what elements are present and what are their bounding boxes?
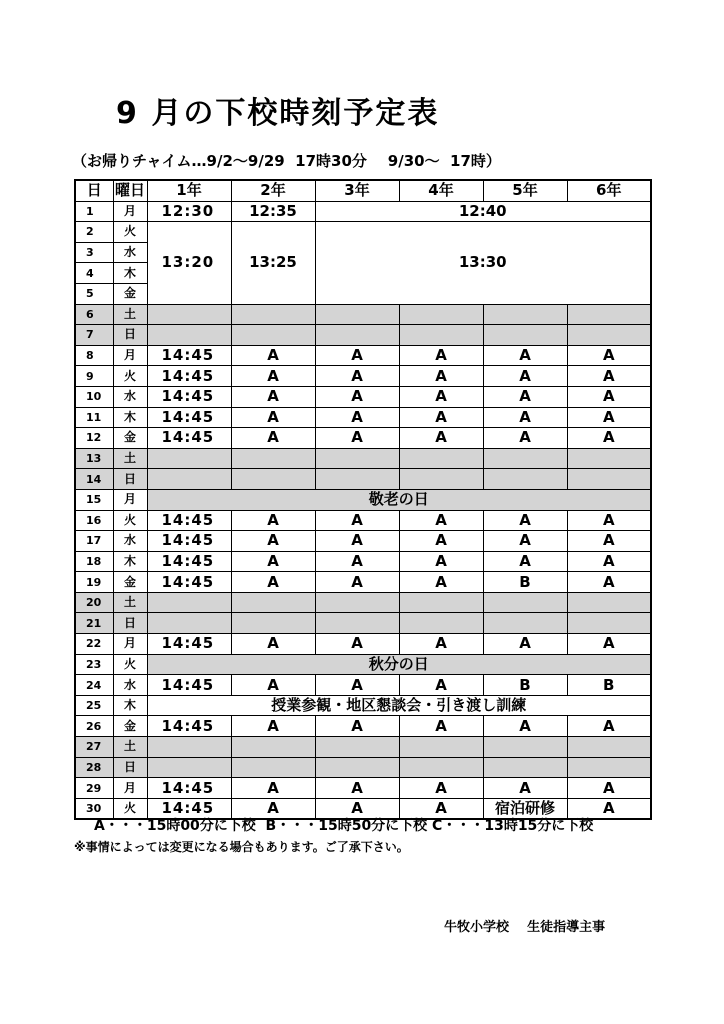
weekday-cell: 金 [113, 283, 147, 304]
date-cell: 17 [75, 531, 113, 552]
empty-cell [231, 325, 315, 346]
weekday-cell: 火 [113, 510, 147, 531]
empty-cell [315, 325, 399, 346]
empty-cell [147, 448, 231, 469]
empty-cell [567, 757, 651, 778]
date-cell: 25 [75, 695, 113, 716]
schedule-row [75, 345, 651, 366]
empty-cell [147, 757, 231, 778]
schedule-row [75, 757, 651, 778]
code-cell: A [567, 366, 651, 387]
schedule-row [75, 469, 651, 490]
empty-cell [399, 613, 483, 634]
code-cell: A [231, 778, 315, 799]
date-cell: 18 [75, 551, 113, 572]
date-cell: 15 [75, 489, 113, 510]
empty-cell [483, 304, 567, 325]
header-grade4: 4年 [399, 180, 483, 201]
weekday-cell: 土 [113, 737, 147, 758]
empty-cell [231, 737, 315, 758]
schedule-row [75, 737, 651, 758]
date-cell: 3 [75, 242, 113, 263]
schedule-row [75, 592, 651, 613]
schedule-row [75, 634, 651, 655]
time-cell: 14:45 [147, 366, 231, 387]
code-cell: A [399, 716, 483, 737]
time-cell: 12:35 [231, 201, 315, 222]
date-cell: 12 [75, 428, 113, 449]
time-cell: 14:45 [147, 407, 231, 428]
code-cell: A [315, 551, 399, 572]
code-cell: A [231, 634, 315, 655]
schedule-row [75, 675, 651, 696]
code-cell: A [231, 386, 315, 407]
code-cell: A [315, 428, 399, 449]
date-cell: 10 [75, 386, 113, 407]
date-cell: 1 [75, 201, 113, 222]
schedule-row [75, 510, 651, 531]
code-cell: A [483, 778, 567, 799]
empty-cell [315, 592, 399, 613]
time-cell: 14:45 [147, 675, 231, 696]
schedule-row [75, 531, 651, 552]
header-grade6: 6年 [567, 180, 651, 201]
empty-cell [483, 469, 567, 490]
code-cell: A [315, 778, 399, 799]
date-cell: 26 [75, 716, 113, 737]
time-legend: A・・・15時00分に下校 B・・・15時50分に下校 C・・・13時15分に下校 [94, 818, 594, 834]
empty-cell [567, 592, 651, 613]
code-cell: A [315, 510, 399, 531]
empty-cell [231, 304, 315, 325]
date-cell: 16 [75, 510, 113, 531]
date-cell: 22 [75, 634, 113, 655]
empty-cell [315, 737, 399, 758]
empty-cell [483, 757, 567, 778]
empty-cell [567, 469, 651, 490]
date-cell: 6 [75, 304, 113, 325]
schedule-row [75, 201, 651, 222]
empty-cell [147, 613, 231, 634]
code-cell: A [231, 531, 315, 552]
header-row [75, 180, 651, 201]
code-cell: A [399, 572, 483, 593]
code-cell: B [483, 675, 567, 696]
weekday-cell: 日 [113, 757, 147, 778]
time-cell: 14:45 [147, 778, 231, 799]
code-cell: A [231, 551, 315, 572]
schedule-row [75, 489, 651, 510]
schedule-row [75, 407, 651, 428]
code-cell: A [483, 531, 567, 552]
date-cell: 20 [75, 592, 113, 613]
date-cell: 9 [75, 366, 113, 387]
code-cell: A [231, 675, 315, 696]
date-cell: 4 [75, 263, 113, 284]
empty-cell [231, 448, 315, 469]
empty-cell [231, 592, 315, 613]
date-cell: 13 [75, 448, 113, 469]
code-cell: A [315, 531, 399, 552]
empty-cell [567, 325, 651, 346]
time-cell: 14:45 [147, 345, 231, 366]
schedule-row [75, 428, 651, 449]
empty-cell [231, 757, 315, 778]
empty-cell [399, 737, 483, 758]
code-cell: A [483, 634, 567, 655]
time-cell: 14:45 [147, 428, 231, 449]
date-cell: 23 [75, 654, 113, 675]
empty-cell [315, 304, 399, 325]
weekday-cell: 水 [113, 531, 147, 552]
schedule-row [75, 386, 651, 407]
code-cell: A [231, 716, 315, 737]
empty-cell [399, 304, 483, 325]
weekday-cell: 日 [113, 613, 147, 634]
code-cell: A [567, 572, 651, 593]
schedule-row [75, 778, 651, 799]
holiday-cell: 敬老の日 [147, 489, 651, 510]
time-cell: 14:45 [147, 798, 231, 819]
empty-cell [399, 469, 483, 490]
time-cell: 14:45 [147, 531, 231, 552]
weekday-cell: 月 [113, 489, 147, 510]
header-weekday: 曜日 [114, 181, 145, 200]
schedule-row [75, 572, 651, 593]
code-cell: A [399, 345, 483, 366]
time-cell: 12:40 [315, 201, 651, 222]
code-cell: A [567, 634, 651, 655]
weekday-cell: 水 [113, 242, 147, 263]
weekday-cell: 月 [113, 634, 147, 655]
code-cell: A [399, 428, 483, 449]
code-cell: A [567, 531, 651, 552]
disclaimer-note: ※事情によっては変更になる場合もあります。ご了承下さい。 [74, 840, 409, 854]
header-day: 日 [75, 180, 113, 201]
code-cell: A [567, 778, 651, 799]
schedule-row [75, 613, 651, 634]
empty-cell [399, 592, 483, 613]
code-cell: B [567, 675, 651, 696]
weekday-cell: 月 [113, 201, 147, 222]
code-cell: A [315, 386, 399, 407]
empty-cell [567, 737, 651, 758]
code-cell: A [315, 798, 399, 819]
code-cell: A [483, 510, 567, 531]
date-cell: 7 [75, 325, 113, 346]
empty-cell [315, 613, 399, 634]
date-cell: 24 [75, 675, 113, 696]
empty-cell [483, 613, 567, 634]
code-cell: A [483, 551, 567, 572]
weekday-cell: 金 [113, 428, 147, 449]
code-cell: A [567, 386, 651, 407]
code-cell: A [399, 634, 483, 655]
empty-cell [315, 757, 399, 778]
code-cell: A [483, 428, 567, 449]
empty-cell [483, 737, 567, 758]
code-cell: A [483, 716, 567, 737]
time-cell: 14:45 [147, 386, 231, 407]
weekday-cell: 木 [113, 263, 147, 284]
code-cell: A [567, 345, 651, 366]
empty-cell [483, 325, 567, 346]
date-cell: 11 [75, 407, 113, 428]
schedule-row [75, 654, 651, 675]
header-grade1: 1年 [147, 180, 231, 201]
empty-cell [567, 448, 651, 469]
code-cell: A [399, 531, 483, 552]
date-cell: 27 [75, 737, 113, 758]
schedule-row [75, 325, 651, 346]
code-cell: A [231, 572, 315, 593]
time-cell: 12:30 [147, 201, 231, 222]
empty-cell [147, 325, 231, 346]
empty-cell [231, 613, 315, 634]
empty-cell [147, 592, 231, 613]
code-cell: A [315, 716, 399, 737]
empty-cell [147, 469, 231, 490]
holiday-cell: 秋分の日 [147, 654, 651, 675]
time-cell: 13:20 [147, 222, 231, 304]
empty-cell [315, 469, 399, 490]
time-cell: 14:45 [147, 716, 231, 737]
code-cell: A [315, 572, 399, 593]
code-cell: A [399, 366, 483, 387]
time-cell: 14:45 [147, 634, 231, 655]
chime-info: （お帰りチャイム…9/2～9/29 17時30分 9/30～ 17時） [72, 152, 501, 170]
code-cell: A [483, 386, 567, 407]
empty-cell [399, 325, 483, 346]
header-grade3: 3年 [315, 180, 399, 201]
header-grade5: 5年 [483, 180, 567, 201]
weekday-cell: 月 [113, 778, 147, 799]
code-cell: A [231, 345, 315, 366]
weekday-cell: 日 [113, 325, 147, 346]
weekday-cell: 月 [113, 345, 147, 366]
code-cell: A [399, 551, 483, 572]
empty-cell [483, 448, 567, 469]
weekday-cell: 金 [113, 572, 147, 593]
empty-cell [147, 737, 231, 758]
code-cell: A [567, 551, 651, 572]
date-cell: 8 [75, 345, 113, 366]
weekday-cell: 土 [113, 448, 147, 469]
code-cell: 宿泊研修 [483, 798, 567, 819]
date-cell: 30 [75, 798, 113, 819]
code-cell: A [231, 798, 315, 819]
code-cell: A [315, 634, 399, 655]
time-cell: 14:45 [147, 551, 231, 572]
code-cell: A [231, 510, 315, 531]
header-grade2: 2年 [231, 180, 315, 201]
page-title: 9 月の下校時刻予定表 [116, 96, 440, 131]
code-cell: B [483, 572, 567, 593]
code-cell: A [399, 510, 483, 531]
date-cell: 14 [75, 469, 113, 490]
code-cell: A [567, 716, 651, 737]
code-cell: A [231, 407, 315, 428]
date-cell: 21 [75, 613, 113, 634]
schedule-row [75, 448, 651, 469]
weekday-cell: 木 [113, 695, 147, 716]
code-cell: A [315, 407, 399, 428]
time-cell: 14:45 [147, 510, 231, 531]
empty-cell [567, 304, 651, 325]
code-cell: A [315, 345, 399, 366]
empty-cell [567, 613, 651, 634]
weekday-cell: 火 [113, 222, 147, 243]
code-cell: A [315, 366, 399, 387]
code-cell: A [399, 778, 483, 799]
empty-cell [399, 448, 483, 469]
event-cell: 授業参観・地区懇談会・引き渡し訓練 [147, 695, 651, 716]
date-cell: 5 [75, 283, 113, 304]
schedule-row [75, 222, 651, 243]
schedule-row [75, 551, 651, 572]
weekday-cell: 火 [113, 366, 147, 387]
empty-cell [315, 448, 399, 469]
code-cell: A [567, 510, 651, 531]
code-cell: A [399, 798, 483, 819]
weekday-cell: 木 [113, 407, 147, 428]
code-cell: A [567, 428, 651, 449]
code-cell: A [399, 386, 483, 407]
code-cell: A [483, 407, 567, 428]
code-cell: A [315, 675, 399, 696]
code-cell: A [231, 428, 315, 449]
code-cell: A [567, 798, 651, 819]
code-cell: A [567, 407, 651, 428]
time-cell: 13:30 [315, 222, 651, 304]
weekday-cell: 火 [113, 798, 147, 819]
time-cell: 13:25 [231, 222, 315, 304]
code-cell: A [231, 366, 315, 387]
empty-cell [231, 469, 315, 490]
schedule-row [75, 695, 651, 716]
signature: 牛牧小学校 生徒指導主事 [444, 920, 606, 935]
empty-cell [483, 592, 567, 613]
schedule-row [75, 366, 651, 387]
date-cell: 2 [75, 222, 113, 243]
empty-cell [399, 757, 483, 778]
schedule-row [75, 716, 651, 737]
empty-cell [147, 304, 231, 325]
dismissal-schedule-table [74, 179, 652, 820]
weekday-cell: 火 [113, 654, 147, 675]
code-cell: A [399, 407, 483, 428]
weekday-cell: 水 [113, 675, 147, 696]
schedule-row [75, 304, 651, 325]
weekday-cell: 木 [113, 551, 147, 572]
weekday-cell: 水 [113, 386, 147, 407]
time-cell: 14:45 [147, 572, 231, 593]
date-cell: 19 [75, 572, 113, 593]
date-cell: 29 [75, 778, 113, 799]
weekday-cell: 日 [113, 469, 147, 490]
date-cell: 28 [75, 757, 113, 778]
code-cell: A [483, 345, 567, 366]
weekday-cell: 土 [113, 304, 147, 325]
weekday-cell: 土 [113, 592, 147, 613]
code-cell: A [483, 366, 567, 387]
weekday-cell: 金 [113, 716, 147, 737]
code-cell: A [399, 675, 483, 696]
